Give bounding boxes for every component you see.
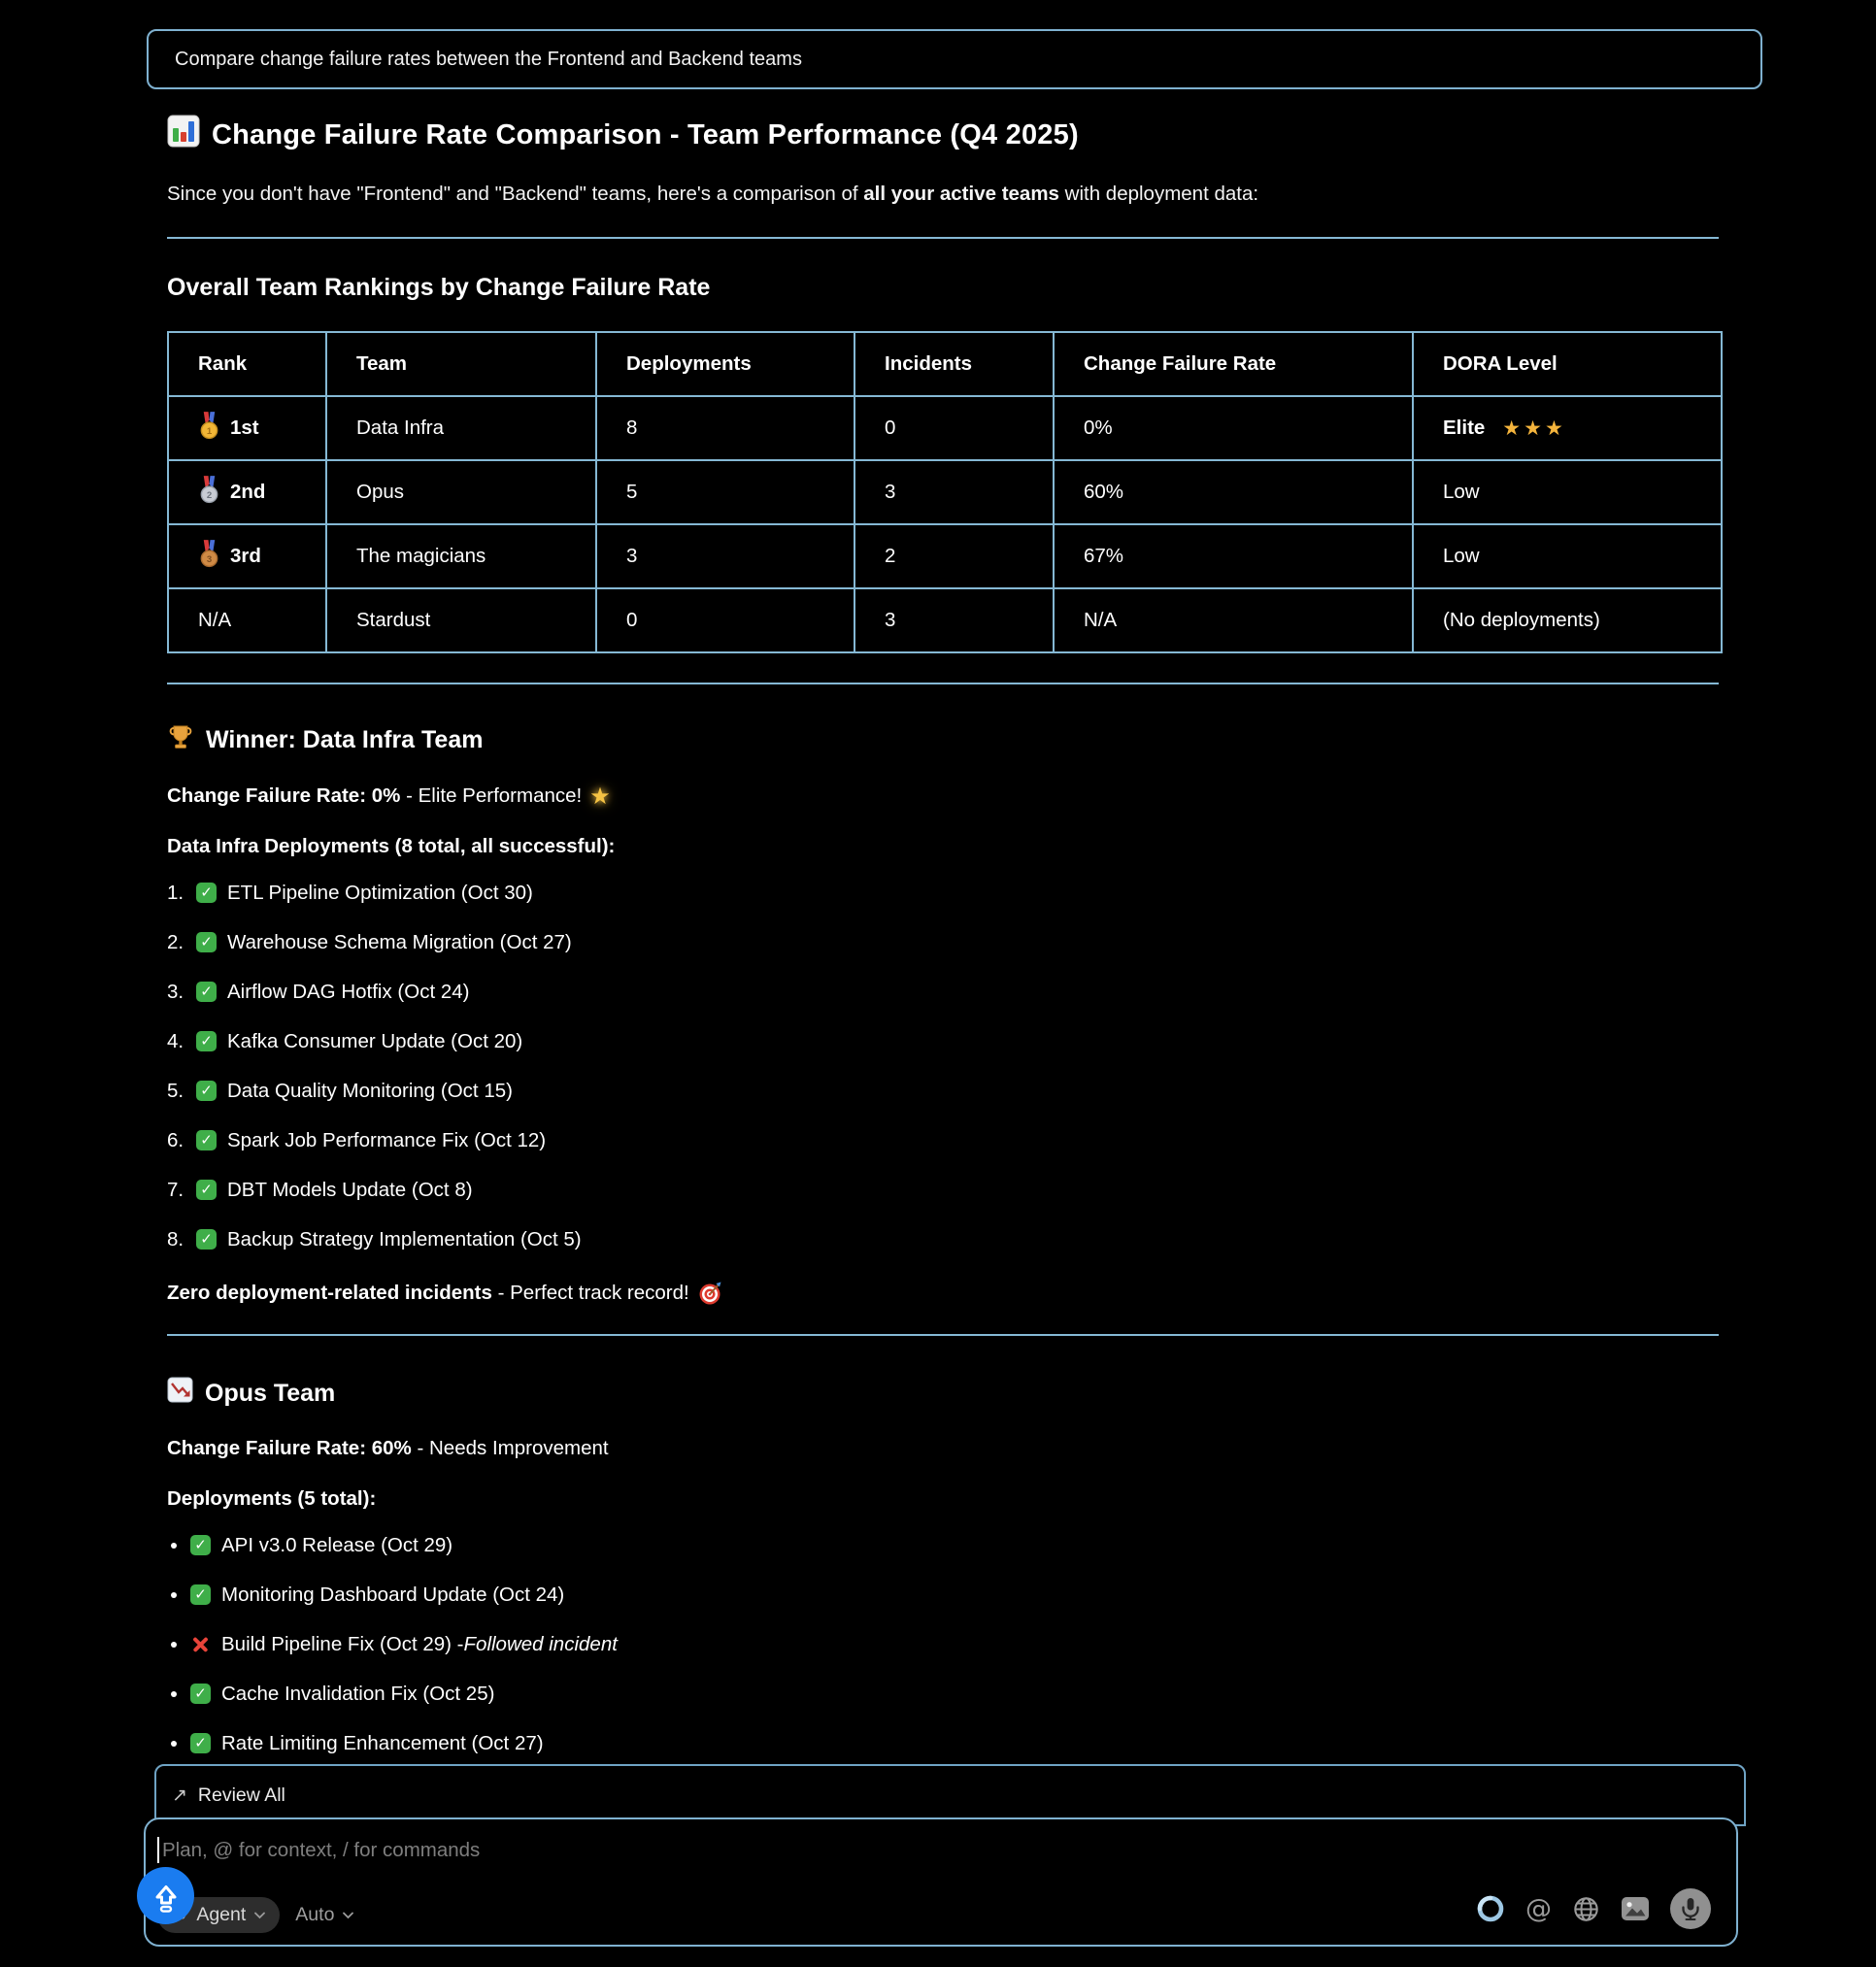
list-item: 8. ✓ Backup Strategy Implementation (Oct 5) <box>167 1215 1719 1264</box>
list-item: ✓ Rate Limiting Enhancement (Oct 27) <box>167 1718 1719 1768</box>
send-button[interactable] <box>137 1867 194 1924</box>
chevron-down-icon <box>343 1912 353 1919</box>
rank-label: N/A <box>168 588 326 652</box>
divider <box>167 237 1719 239</box>
cfr-value: 60% <box>1054 460 1413 524</box>
at-mention-icon[interactable] <box>1525 1896 1552 1922</box>
globe-icon[interactable] <box>1572 1895 1600 1923</box>
list-item: 3. ✓ Airflow DAG Hotfix (Oct 24) <box>167 967 1719 1017</box>
divider <box>167 1334 1719 1336</box>
composer[interactable] <box>144 1817 1738 1947</box>
target-icon <box>698 1282 721 1305</box>
incidents-value: 3 <box>854 588 1054 652</box>
check-icon <box>190 1584 211 1605</box>
cfr-value: 0% <box>1054 396 1413 460</box>
winner-cfr-line: Change Failure Rate: 0% - Elite Performance! ★ <box>167 783 611 810</box>
winner-deployments-heading: Data Infra Deployments (8 total, all successful): <box>167 835 616 857</box>
page-title <box>167 115 1719 155</box>
text-caret <box>157 1837 159 1863</box>
bar-chart-icon <box>167 115 200 155</box>
glowing-star-icon: ★ <box>589 783 611 810</box>
context-ring-icon[interactable] <box>1476 1894 1505 1923</box>
check-icon <box>196 883 217 903</box>
arrow-up-icon <box>150 1879 183 1914</box>
three-stars-icon: ★★★ <box>1502 417 1566 440</box>
team-name: Stardust <box>326 588 596 652</box>
table-header-row <box>168 332 1722 396</box>
team-name: Opus <box>326 460 596 524</box>
table-row <box>168 524 1722 588</box>
list-item: 7. ✓ DBT Models Update (Oct 8) <box>167 1165 1719 1215</box>
cfr-value: 67% <box>1054 524 1413 588</box>
dora-level: Elite <box>1443 417 1486 439</box>
rankings-table <box>167 331 1723 653</box>
check-icon <box>196 982 217 1002</box>
review-all-label: Review All <box>197 1784 285 1806</box>
list-item: 1. ✓ ETL Pipeline Optimization (Oct 30) <box>167 868 1719 917</box>
composer-right-icons <box>1476 1888 1711 1929</box>
col-cfr: Change Failure Rate <box>1054 332 1413 396</box>
col-deployments: Deployments <box>596 332 854 396</box>
user-message-text: Compare change failure rates between the Frontend and Backend teams <box>175 48 802 70</box>
microphone-icon[interactable] <box>1670 1888 1711 1929</box>
check-icon <box>196 1180 217 1200</box>
check-icon <box>196 1229 217 1250</box>
rank-label: 2nd <box>230 481 266 503</box>
user-message-bubble <box>147 29 1762 89</box>
incidents-value: 2 <box>854 524 1054 588</box>
gold-medal-icon <box>198 412 220 446</box>
winner-deployment-list <box>167 868 1719 1264</box>
opus-deployment-list <box>167 1520 1719 1768</box>
svg-text:1: 1 <box>206 425 213 437</box>
cross-icon <box>190 1634 211 1654</box>
rank-label: 1st <box>230 417 259 439</box>
deployments-value: 3 <box>596 524 854 588</box>
model-selector[interactable] <box>295 1904 353 1926</box>
cfr-value: N/A <box>1054 588 1413 652</box>
trophy-icon <box>167 723 194 757</box>
winner-heading: Winner: Data Infra Team <box>167 723 1719 757</box>
list-item: ✓ Cache Invalidation Fix (Oct 25) <box>167 1669 1719 1718</box>
input-placeholder: Plan, @ for context, / for commands <box>162 1838 481 1861</box>
table-row <box>168 588 1722 652</box>
bronze-medal-icon <box>198 540 220 574</box>
silver-medal-icon <box>198 476 220 510</box>
deployments-value: 8 <box>596 396 854 460</box>
deployments-value: 0 <box>596 588 854 652</box>
chart-decreasing-icon <box>167 1377 193 1410</box>
opus-heading: Opus Team <box>167 1377 1719 1410</box>
opus-deployments-heading: Deployments (5 total): <box>167 1487 377 1510</box>
chevron-down-icon <box>254 1912 265 1919</box>
col-incidents: Incidents <box>854 332 1054 396</box>
check-icon <box>190 1733 211 1753</box>
list-item: 5. ✓ Data Quality Monitoring (Oct 15) <box>167 1066 1719 1116</box>
list-item: ✓ Monitoring Dashboard Update (Oct 24) <box>167 1570 1719 1619</box>
check-icon <box>196 1130 217 1150</box>
rankings-heading: Overall Team Rankings by Change Failure Rate <box>167 274 711 301</box>
check-icon <box>196 1081 217 1101</box>
col-rank: Rank <box>168 332 326 396</box>
svg-text:2: 2 <box>206 489 213 501</box>
message-input[interactable] <box>157 1837 480 1863</box>
list-item: 2. ✓ Warehouse Schema Migration (Oct 27) <box>167 917 1719 967</box>
agent-mode-label: Agent <box>196 1904 247 1925</box>
check-icon <box>190 1684 211 1704</box>
intro-paragraph: Since you don't have "Frontend" and "Backend" teams, here's a comparison of all your active teams with deployment data: <box>167 183 1259 205</box>
zero-incidents-line: Zero deployment-related incidents - Perfect track record! <box>167 1280 1719 1307</box>
opus-cfr-line: Change Failure Rate: 60% - Needs Improvement <box>167 1437 609 1459</box>
divider <box>167 683 1719 684</box>
assistant-response <box>167 109 1719 1768</box>
list-item: 4. ✓ Kafka Consumer Update (Oct 20) <box>167 1017 1719 1066</box>
list-item: Build Pipeline Fix (Oct 29) - Followed incident <box>167 1619 1719 1669</box>
col-dora: DORA Level <box>1413 332 1722 396</box>
team-name: The magicians <box>326 524 596 588</box>
check-icon <box>190 1535 211 1555</box>
arrow-up-right-icon <box>172 1784 187 1807</box>
model-label: Auto <box>295 1904 335 1925</box>
rank-label: 3rd <box>230 545 261 567</box>
incidents-value: 3 <box>854 460 1054 524</box>
dora-level: Low <box>1413 460 1722 524</box>
dora-level: (No deployments) <box>1413 588 1722 652</box>
incidents-value: 0 <box>854 396 1054 460</box>
page-title-text: Change Failure Rate Comparison - Team Performance (Q4 2025) <box>212 118 1079 150</box>
check-icon <box>196 1031 217 1051</box>
check-icon <box>196 932 217 952</box>
image-icon[interactable] <box>1621 1896 1650 1921</box>
table-row <box>168 396 1722 460</box>
svg-text:3: 3 <box>206 553 213 565</box>
deployments-value: 5 <box>596 460 854 524</box>
col-team: Team <box>326 332 596 396</box>
list-item: ✓ API v3.0 Release (Oct 29) <box>167 1520 1719 1570</box>
table-row <box>168 460 1722 524</box>
team-name: Data Infra <box>326 396 596 460</box>
dora-level: Low <box>1413 524 1722 588</box>
list-item: 6. ✓ Spark Job Performance Fix (Oct 12) <box>167 1116 1719 1165</box>
